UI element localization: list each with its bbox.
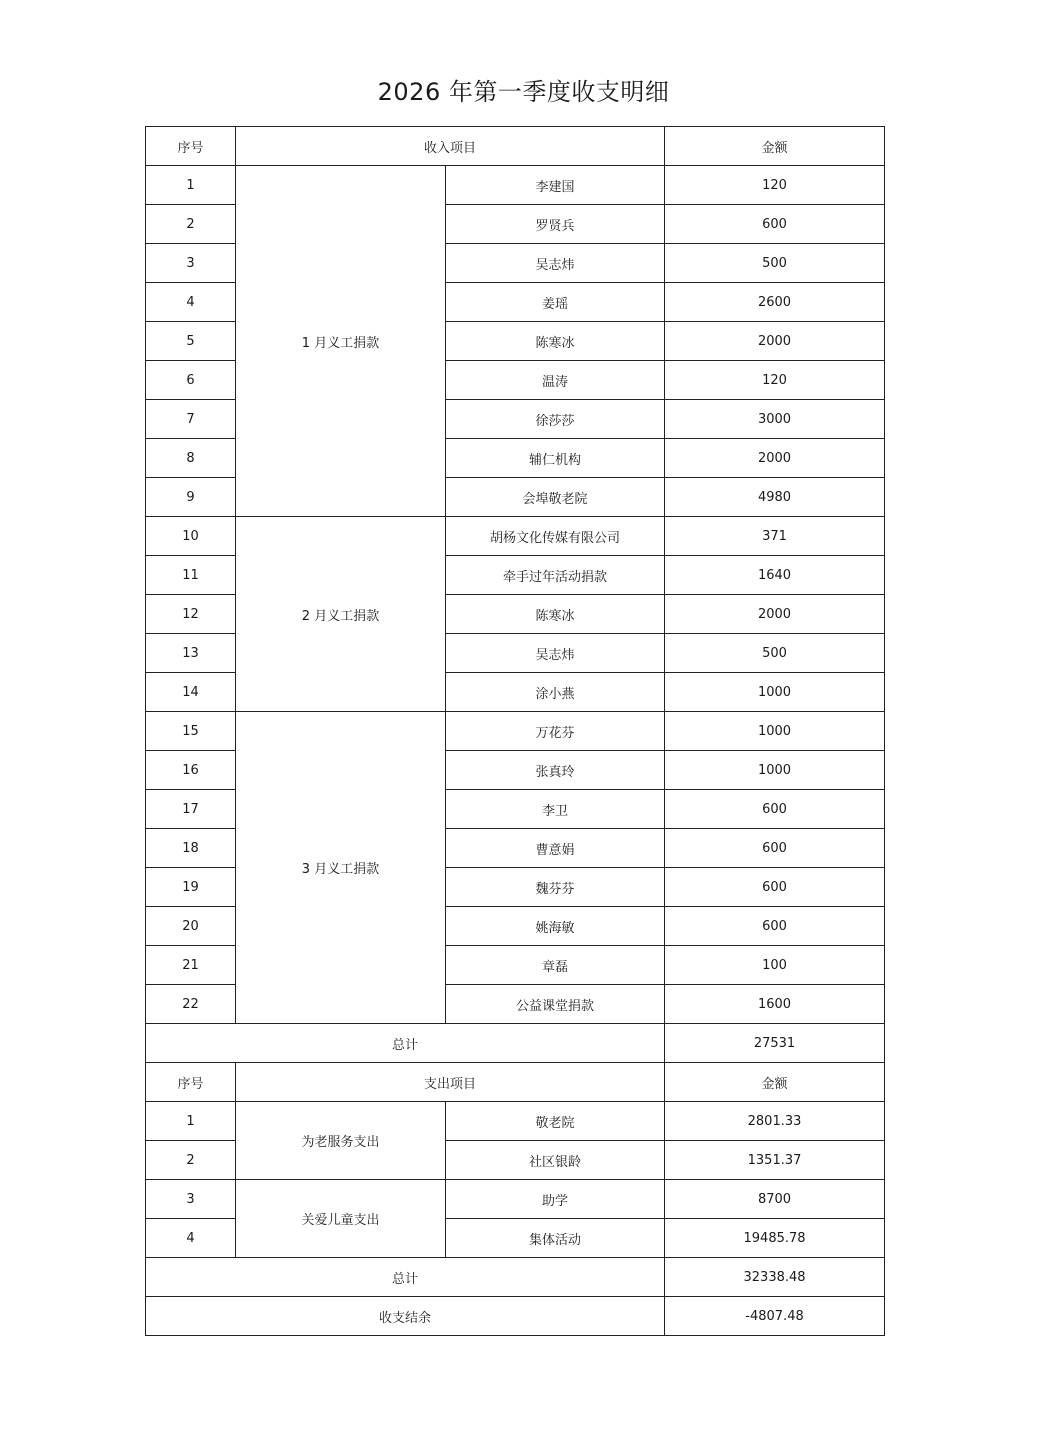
expense-amount: 2801.33 (665, 1102, 885, 1141)
income-item-name: 吴志炜 (446, 244, 665, 283)
expense-item-name: 社区银龄 (446, 1141, 665, 1180)
column-header-amount: 金额 (665, 127, 885, 166)
expense-item-name: 集体活动 (446, 1219, 665, 1258)
income-row (146, 166, 885, 205)
income-amount: 1000 (665, 673, 885, 712)
row-seq: 2 (146, 205, 236, 244)
row-seq: 9 (146, 478, 236, 517)
expense-amount: 19485.78 (665, 1219, 885, 1258)
income-total-row (146, 1024, 885, 1063)
row-seq: 12 (146, 595, 236, 634)
row-seq: 3 (146, 244, 236, 283)
income-item-name: 公益课堂捐款 (446, 985, 665, 1024)
column-header-seq: 序号 (146, 1063, 236, 1102)
income-item-name: 张真玲 (446, 751, 665, 790)
balance-row (146, 1297, 885, 1336)
income-item-name: 曹意娟 (446, 829, 665, 868)
income-amount: 1000 (665, 712, 885, 751)
income-item-name: 陈寒冰 (446, 595, 665, 634)
income-total-value: 27531 (665, 1024, 885, 1063)
column-header-amount: 金额 (665, 1063, 885, 1102)
income-item-name: 章磊 (446, 946, 665, 985)
row-seq: 16 (146, 751, 236, 790)
row-seq: 5 (146, 322, 236, 361)
income-amount: 120 (665, 166, 885, 205)
income-amount: 500 (665, 244, 885, 283)
income-amount: 2000 (665, 439, 885, 478)
expense-amount: 1351.37 (665, 1141, 885, 1180)
row-seq: 14 (146, 673, 236, 712)
income-category: 1 月义工捐款 (236, 166, 446, 517)
income-item-name: 徐莎莎 (446, 400, 665, 439)
row-seq: 4 (146, 283, 236, 322)
income-amount: 3000 (665, 400, 885, 439)
column-header-item: 收入项目 (236, 127, 665, 166)
income-item-name: 陈寒冰 (446, 322, 665, 361)
income-total-label: 总计 (146, 1024, 665, 1063)
row-seq: 21 (146, 946, 236, 985)
income-amount: 2600 (665, 283, 885, 322)
expense-item-name: 助学 (446, 1180, 665, 1219)
income-item-name: 罗贤兵 (446, 205, 665, 244)
row-seq: 6 (146, 361, 236, 400)
income-amount: 600 (665, 907, 885, 946)
column-header-item: 支出项目 (236, 1063, 665, 1102)
row-seq: 10 (146, 517, 236, 556)
expense-item-name: 敬老院 (446, 1102, 665, 1141)
row-seq: 18 (146, 829, 236, 868)
income-item-name: 辅仁机构 (446, 439, 665, 478)
row-seq: 22 (146, 985, 236, 1024)
income-amount: 371 (665, 517, 885, 556)
income-item-name: 会埠敬老院 (446, 478, 665, 517)
column-header-seq: 序号 (146, 127, 236, 166)
income-amount: 600 (665, 868, 885, 907)
row-seq: 17 (146, 790, 236, 829)
income-item-name: 李建国 (446, 166, 665, 205)
expense-header-row (146, 1063, 885, 1102)
row-seq: 2 (146, 1141, 236, 1180)
income-amount: 2000 (665, 595, 885, 634)
income-item-name: 涂小燕 (446, 673, 665, 712)
row-seq: 8 (146, 439, 236, 478)
income-item-name: 温涛 (446, 361, 665, 400)
income-item-name: 李卫 (446, 790, 665, 829)
income-amount: 600 (665, 829, 885, 868)
expense-row (146, 1180, 885, 1219)
income-row (146, 712, 885, 751)
income-category: 3 月义工捐款 (236, 712, 446, 1024)
income-amount: 4980 (665, 478, 885, 517)
finance-table (145, 126, 885, 1336)
expense-total-value: 32338.48 (665, 1258, 885, 1297)
income-amount: 2000 (665, 322, 885, 361)
row-seq: 3 (146, 1180, 236, 1219)
expense-category: 为老服务支出 (236, 1102, 446, 1180)
income-item-name: 魏芬芬 (446, 868, 665, 907)
row-seq: 20 (146, 907, 236, 946)
expense-total-label: 总计 (146, 1258, 665, 1297)
income-item-name: 姜瑶 (446, 283, 665, 322)
row-seq: 1 (146, 1102, 236, 1141)
income-item-name: 万花芬 (446, 712, 665, 751)
row-seq: 7 (146, 400, 236, 439)
income-amount: 1600 (665, 985, 885, 1024)
row-seq: 15 (146, 712, 236, 751)
row-seq: 1 (146, 166, 236, 205)
expense-total-row (146, 1258, 885, 1297)
page-title: 2026 年第一季度收支明细 (377, 78, 670, 106)
income-item-name: 胡杨文化传媒有限公司 (446, 517, 665, 556)
income-amount: 500 (665, 634, 885, 673)
income-amount: 600 (665, 205, 885, 244)
row-seq: 11 (146, 556, 236, 595)
expense-row (146, 1102, 885, 1141)
income-category: 2 月义工捐款 (236, 517, 446, 712)
income-amount: 600 (665, 790, 885, 829)
income-amount: 120 (665, 361, 885, 400)
balance-label: 收支结余 (146, 1297, 665, 1336)
income-row (146, 517, 885, 556)
expense-category: 关爱儿童支出 (236, 1180, 446, 1258)
income-item-name: 牵手过年活动捐款 (446, 556, 665, 595)
row-seq: 4 (146, 1219, 236, 1258)
income-item-name: 吴志炜 (446, 634, 665, 673)
income-header-row (146, 127, 885, 166)
expense-amount: 8700 (665, 1180, 885, 1219)
row-seq: 13 (146, 634, 236, 673)
income-amount: 1000 (665, 751, 885, 790)
balance-value: -4807.48 (665, 1297, 885, 1336)
row-seq: 19 (146, 868, 236, 907)
income-amount: 100 (665, 946, 885, 985)
income-amount: 1640 (665, 556, 885, 595)
income-item-name: 姚海敏 (446, 907, 665, 946)
